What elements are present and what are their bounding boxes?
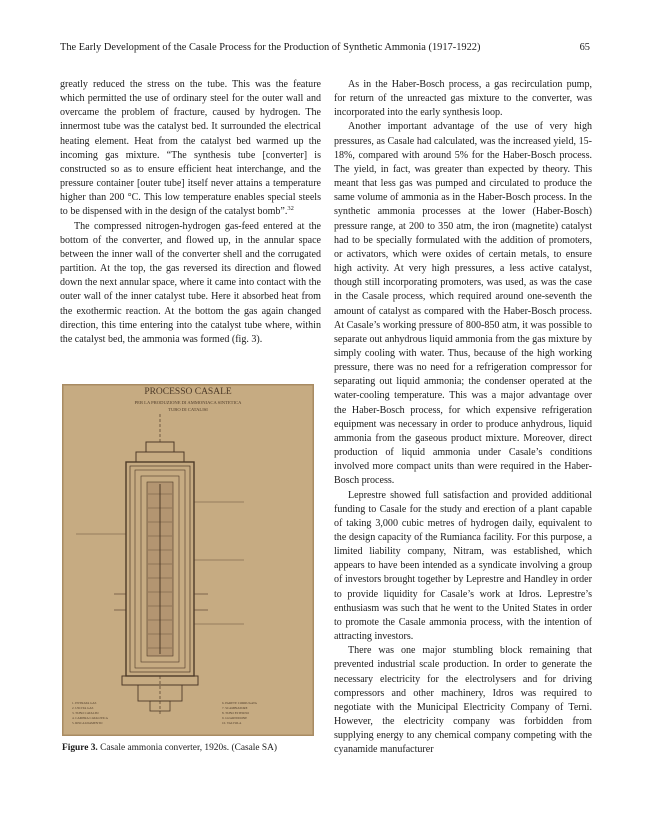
running-title: The Early Development of the Casale Process for the Production of Synthetic Ammonia (1917-1922) [60, 42, 481, 53]
running-header [60, 41, 590, 55]
right-paragraph-2: Another important advantage of the use of very high pressures, as Casale had calculated, was the increased yield, 15-18%, compared with around 5% for the Haber-Bosch process. The yield, in fact, was greater than expected by theory. This meant that less gas was pumped and circulated to produce the same volume of ammonia as in the Haber-Bosch process. In the synthetic ammonia processes at the lower (Haber-Bosch) pressure range, at 200 to 350 atm, the iron (magnetite) catalyst had to be specially formulated with the addition of promoters, or activators, which were oxides of certain metals, to ensure high activity. At very high pressures, a less active catalyst, though still incorporating promoters, was used, as was the case in the Casale process, which required around one-seventh the amount of catalyst as compared with the Haber-Bosch process. At Casale’s working pressure of 800-850 atm, it was possible to separate out anhydrous liquid ammonia from the gas mixture by simply cooling with water. Thus, because of the high working pressure, there was no need for a refrigeration compressor for separating out liquid ammonia; the condenser operated at the water-cooling temperature. This was a major advantage over the Haber-Bosch process, for which expensive refrigeration equipment was necessary in order to produce anhydrous, liquid ammonia from the gaseous product mixture. Moreover, direct production of liquid ammonia under Casale’s conditions involved more compact units than were required in the Haber-Bosch process. [334, 121, 592, 487]
legend-left-4: 4. CAMERA CATALITICA [72, 716, 108, 720]
legend-right-4: 9. GUARNIZIONE [222, 716, 248, 720]
right-paragraph-3: Leprestre showed full satisfaction and provided additional funding to Casale for the study and erection of a plant capable of taking 3,000 cubic metres of hydrogen daily, equivalent to the design capacity of the Rumianca facility. For this purpose, a limited liability company, Nitram, was established, which appears to have been intended as a syndicate involving a group of investors brought together by Leprestre and Handley in order to provide liquidity for Casale’s work at Idros. Leprestre’s enthusiasm was such that he went to the United States in order to promote the Casale ammonia process, with the intention of attracting investors. [334, 489, 592, 643]
legend-right-3: 8. TUBO ESTERNO [222, 711, 249, 715]
legend-left-1: 1. ENTRATA GAS [72, 701, 97, 705]
footnote-ref: 32 [287, 205, 294, 213]
legend-left-3: 3. TUBO CATALISI [72, 711, 99, 715]
left-column [60, 78, 321, 347]
right-paragraph-1: As in the Haber-Bosch process, a gas recirculation pump, for return of the unreacted gas mixture to the converter, was incorporated into the early synthesis loop. [334, 79, 592, 119]
legend-left-2: 2. USCITA GAS [72, 706, 94, 710]
caption-label: Figure 3. [62, 743, 98, 753]
figure-subtitle-2: TUBO DI CATALISI [168, 407, 208, 412]
figure-subtitle-1: PER LA PRODUZIONE DI AMMONIACA SINTETICA [134, 400, 242, 405]
left-paragraph-1-text: greatly reduced the stress on the tube. This was the feature which permitted the use of ordinary steel for the outer wall and overcame the problem of fracture, caused by hydrogen. The innermost tube was the catalyst bed. It surrounded the electrical heating element. Heat from the catalyst bed warmed up the incoming gas mixture. “The synthesis tube [converter] is constructed so as to ensure efficient heat interchange, and the pressure container [outer tube] itself never attains a temperature higher than 200 °C. This low temperature enables special steels to be dispensed with in the design of the catalyst bomb”. [60, 79, 321, 218]
legend-left-5: 5. RISCALDAMENTO [72, 721, 103, 725]
page-number: 65 [579, 42, 590, 53]
left-paragraph-1 [60, 78, 321, 220]
legend-right-1: 6. PARETE CORRUGATA [222, 701, 257, 705]
left-paragraph-2: The compressed nitrogen-hydrogen gas-feed entered at the bottom of the converter, and flowed up, in the annular space between the inner wall of the converter shell and the corrugated partition. At the top, the gas reversed its direction and flowed down the next annular space, where it came into contact with the outer wall of the inner catalyst tube. Here it absorbed heat from the exothermic reaction. At the bottom the gas again changed direction, this time entering into the catalyst tube where, within the catalyst bed, the ammonia was formed (fig. 3). [60, 220, 321, 345]
right-column [334, 78, 592, 758]
figure-title: PROCESSO CASALE [144, 387, 232, 397]
legend-right-5: 10. VALVOLA [222, 721, 242, 725]
caption-text: Casale ammonia converter, 1920s. (Casale SA) [97, 743, 278, 753]
right-paragraph-4: There was one major stumbling block remaining that prevented industrial scale production. In order to generate the necessary electricity for the electrolysers and for driving compressors and other machinery, Idros was required to negotiate with the Municipal Electricity Company of Terni. However, the electricity company was forbidden from supplying energy to any chemical company competing with the cyanamide manufacturer [334, 645, 592, 756]
figure-converter-drawing [62, 384, 314, 736]
figure-caption [62, 742, 322, 754]
legend-right-2: 7. SCAMBIATORE [222, 706, 248, 710]
converter-technical-drawing [62, 384, 314, 736]
